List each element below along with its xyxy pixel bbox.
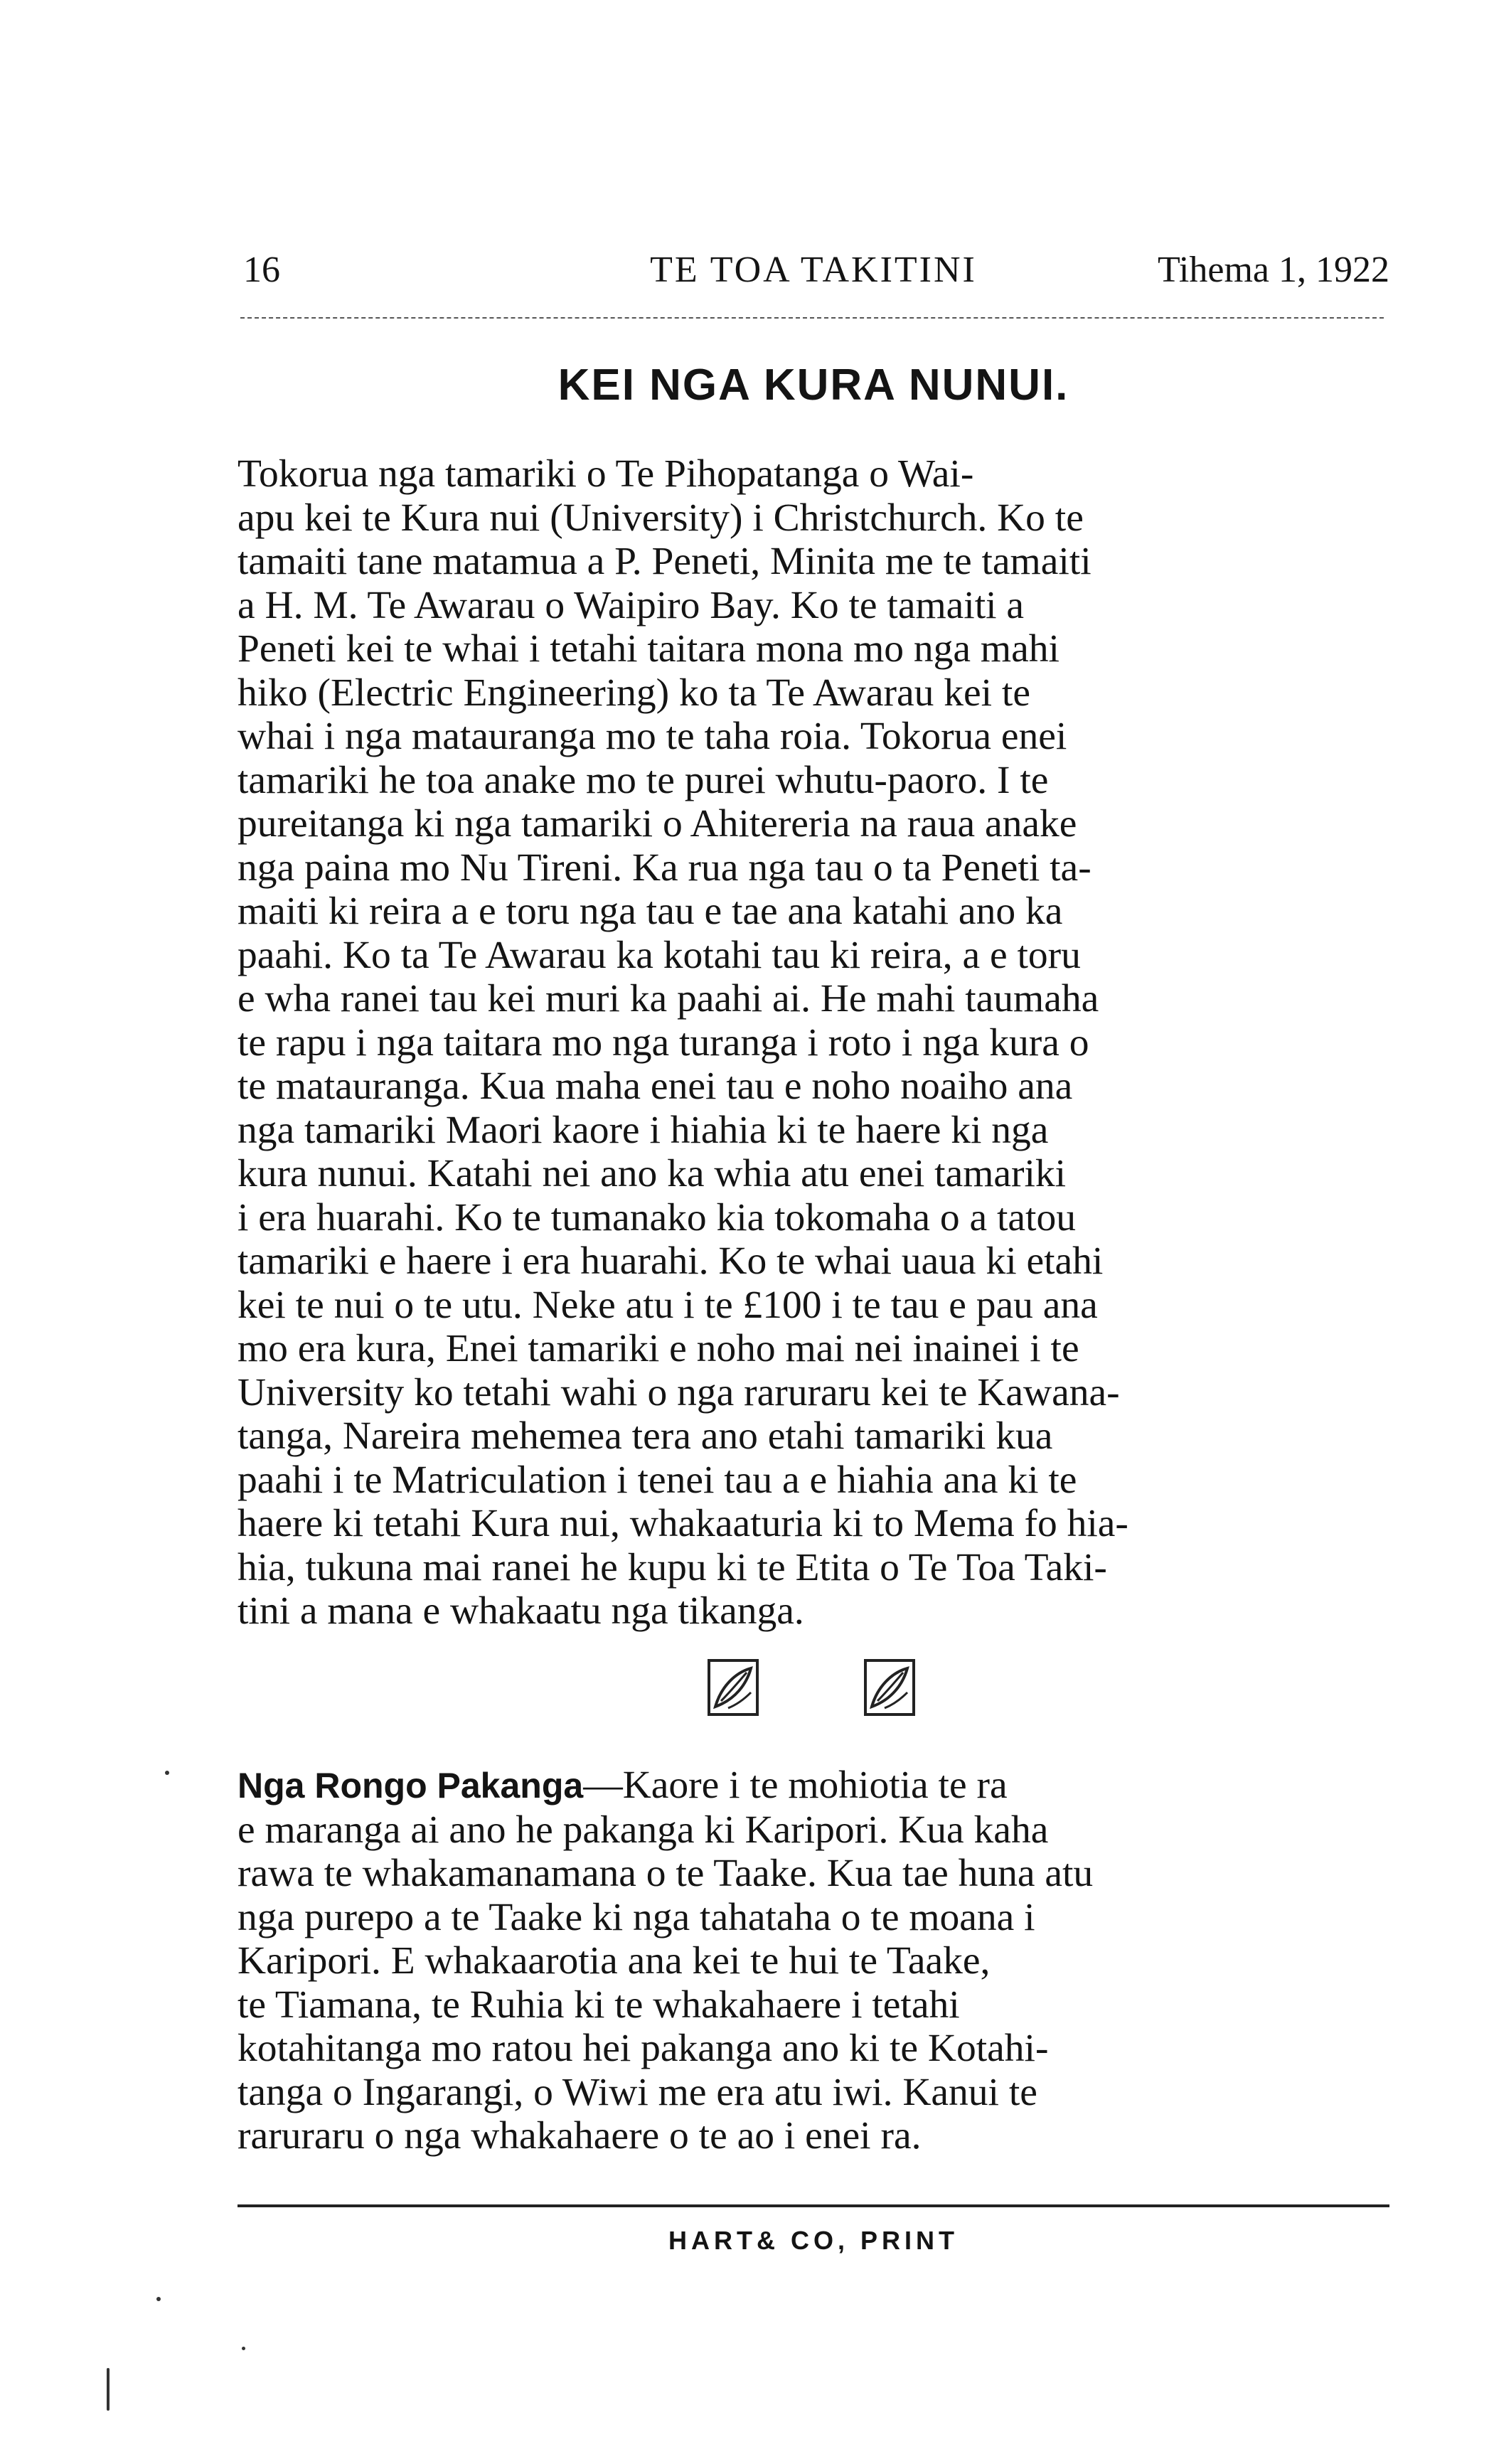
leaf-ornament-icon: [707, 1658, 759, 1717]
leaf-ornament-icon: [863, 1658, 916, 1717]
article-paragraph: Tokorua nga tamariki o Te Pihopatanga o Wai- apu kei te Kura nui (University) i Christchurch. Ko te tamaiti tane matamua a P. Peneti, Minita me te tamaiti a H. M. Te Awarau o Waipiro Bay. Ko te tamaiti a Peneti kei te whai i tetahi taitara mona mo nga mahi hiko (Electric Engineering) ko ta Te Awarau kei te whai i nga matauranga mo te taha roia. Tokorua enei tamariki he toa anake mo te purei whutu-paoro. I te pureitanga ki nga tamariki o Ahitereria na raua anake nga paina mo Nu Tireni. Ka rua nga tau o ta Peneti ta- maiti ki reira a e toru nga tau e tae ana katahi ano ka paahi. Ko ta Te Awarau ka kotahi tau ki reira, a e toru e wha ranei tau kei muri ka paahi ai. He mahi taumaha te rapu i nga taitara mo nga turanga i roto i nga kura o te matauranga. Kua maha enei tau e noho noaiho ana nga tamariki Maori kaore i hiahia ki te haere ki nga kura nunui. Katahi nei ano ka whia atu enei tamariki i era huarahi. Ko te tumanako kia tokomaha o a tatou tamariki e haere i era huarahi. Ko te whai uaua ki etahi kei te nui o te utu. Neke atu i te £100 i te tau e pau ana mo era kura, Enei tamariki e noho mai nei inainei i te University ko tetahi wahi o nga raruraru kei te Kawana- tanga, Nareira mehemea tera ano etahi tamariki kua paahi i te Matriculation i tenei tau a e hiahia ana ki te haere ki tetahi Kura nui, whakaaturia ki to Mema fo hia- hia, tukuna mai ranei he kupu ki te Etita o Te Toa Taki- tini a mana e whakaatu nga tikanga.: [238, 452, 1128, 1633]
running-header: [238, 249, 1389, 306]
scan-speck: [156, 2297, 161, 2301]
header-rule: [240, 317, 1384, 319]
news-lead: Nga Rongo Pakanga: [238, 1766, 584, 1806]
article-title: KEI NGA KURA NUNUI.: [557, 361, 1069, 410]
scan-speck: [107, 2368, 110, 2411]
journal-title: TE TOA TAKITINI: [650, 250, 977, 290]
printer-imprint: HART& CO, PRINT: [668, 2226, 959, 2255]
issue-date: Tihema 1, 1922: [1158, 250, 1389, 290]
ornament-divider: [238, 1658, 1389, 1722]
news-text: —Kaore i te mohiotia te ra e maranga ai ano he pakanga ki Karipori. Kua kaha rawa te whakamanamana o te Taake. Kua tae huna atu nga purepo a te Taake ki nga tahataha o te moana i Karipori. E whakaarotia ana kei te hui te Taake, te Tiamana, te Ruhia ki te whakahaere i tetahi kotahitanga mo ratou hei pakanga ano ki te Kotahi- tanga o Ingarangi, o Wiwi me era atu iwi. Kanui te raruraru o nga whakahaere o te ao i enei ra.: [238, 1764, 1094, 2158]
page-number: 16: [243, 250, 280, 290]
scan-speck: [242, 2347, 245, 2350]
footer-rule: [238, 2204, 1389, 2207]
news-paragraph: [238, 1764, 1391, 2158]
scan-speck: [165, 1771, 169, 1775]
